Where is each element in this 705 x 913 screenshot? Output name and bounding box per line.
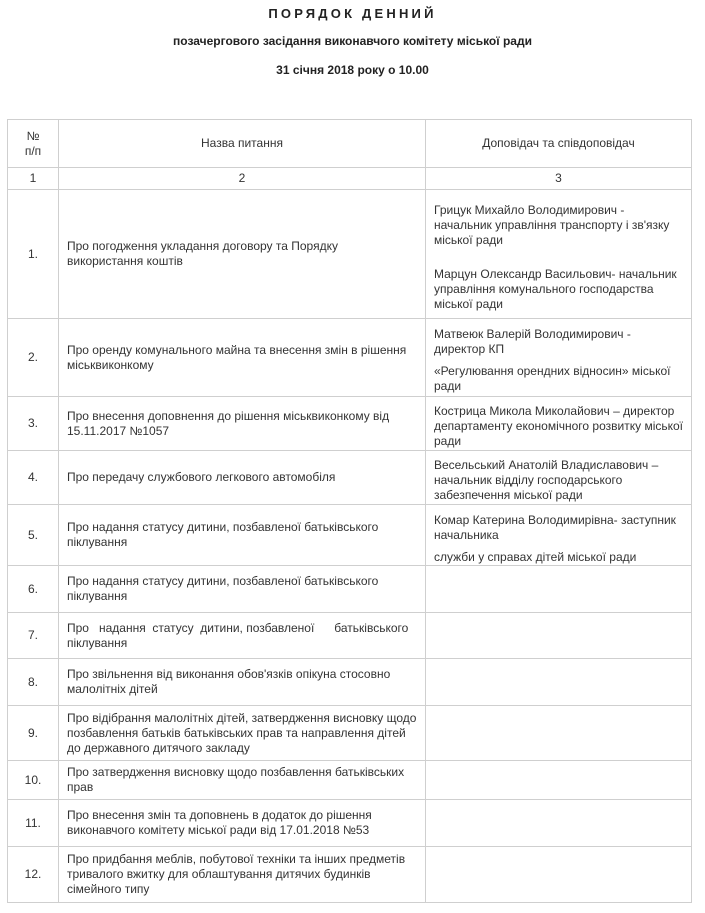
column-number-1: 1 (8, 168, 59, 190)
reporter-text: Грицук Михайло Володимирович - начальник управління транспорту і зв'язку міської ради (434, 202, 670, 247)
row-title: Про оренду комунального майна та внесення змін в рішення міськвиконкому (59, 319, 426, 397)
row-number: 7. (8, 613, 59, 659)
reporter-text: Марцун Олександр Васильович- начальник управління комунального господарства міської ради (434, 266, 677, 311)
table-row (8, 613, 692, 659)
row-number: 8. (8, 659, 59, 706)
column-header-reporter: Доповідач та співдоповідач (426, 120, 692, 168)
table-row (8, 566, 692, 613)
column-number-3: 3 (426, 168, 692, 190)
reporter-text: Матвеюк Валерій Володимирович - директор КП (434, 326, 631, 356)
row-number: 2. (8, 319, 59, 397)
row-number: 4. (8, 451, 59, 505)
table-row (8, 319, 692, 397)
reporter-text: Весельський Анатолій Владиславович – начальник відділу господарського забезпечення міської ради (434, 457, 659, 502)
table-row (8, 505, 692, 566)
meeting-date: 31 січня 2018 року о 10.00 (276, 63, 429, 77)
reporter-text: служби у справах дітей міської ради (434, 549, 637, 564)
row-title: Про затвердження висновку щодо позбавлення батьківських прав (59, 761, 426, 800)
row-reporter (426, 613, 692, 659)
row-title: Про придбання меблів, побутової техніки та інших предметів тривалого вжитку для облаштування дитячих будинків сімейного типу (59, 847, 426, 903)
column-numbers-row (8, 168, 692, 190)
row-title: Про внесення змін та доповнень в додаток до рішення виконавчого комітету міської ради від 17.01.2018 №53 (59, 800, 426, 847)
row-reporter (426, 847, 692, 903)
row-title: Про звільнення від виконання обов'язків опікуна стосовно малолітніх дітей (59, 659, 426, 706)
row-number: 12. (8, 847, 59, 903)
row-reporter (426, 451, 692, 505)
reporter-text: «Регулювання орендних відносин» міської ради (434, 363, 671, 393)
row-title: Про погодження укладання договору та Порядку використання коштів (59, 190, 426, 319)
row-number: 6. (8, 566, 59, 613)
row-number: 9. (8, 706, 59, 761)
reporter-text: Комар Катерина Володимирівна- заступник начальника (434, 512, 676, 542)
table-row (8, 706, 692, 761)
row-title: Про внесення доповнення до рішення міськвиконкому від 15.11.2017 №1057 (59, 397, 426, 451)
row-title: Про передачу службового легкового автомобіля (59, 451, 426, 505)
document-title: ПОРЯДОК ДЕННИЙ (268, 6, 437, 21)
row-reporter (426, 761, 692, 800)
row-number: 10. (8, 761, 59, 800)
row-title: Про надання статусу дитини, позбавленої батьківського піклування (59, 613, 426, 659)
row-reporter (426, 800, 692, 847)
agenda-table (7, 119, 692, 903)
row-title: Про відібрання малолітніх дітей, затвердження висновку щодо позбавлення батьків батьківських прав та направлення дітей до державного дитячого закладу (59, 706, 426, 761)
table-row (8, 761, 692, 800)
row-reporter (426, 190, 692, 319)
column-number-2: 2 (59, 168, 426, 190)
row-reporter (426, 319, 692, 397)
row-number: 5. (8, 505, 59, 566)
row-number: 1. (8, 190, 59, 319)
reporter-text: Кострица Микола Миколайович – директор департаменту економічного розвитку міської ради (434, 403, 683, 448)
row-number: 11. (8, 800, 59, 847)
row-title: Про надання статусу дитини, позбавленої батьківського піклування (59, 566, 426, 613)
table-row (8, 190, 692, 319)
column-header-title: Назва питання (59, 120, 426, 168)
table-row (8, 451, 692, 505)
table-row (8, 659, 692, 706)
document-subtitle: позачергового засідання виконавчого комітету міської ради (173, 34, 532, 48)
table-row (8, 397, 692, 451)
table-header-row (8, 120, 692, 168)
row-reporter (426, 397, 692, 451)
table-row (8, 847, 692, 903)
row-title: Про надання статусу дитини, позбавленої батьківського піклування (59, 505, 426, 566)
table-row (8, 800, 692, 847)
row-reporter (426, 706, 692, 761)
row-reporter (426, 566, 692, 613)
row-reporter (426, 659, 692, 706)
row-number: 3. (8, 397, 59, 451)
column-header-number: № п/п (8, 120, 59, 168)
row-reporter (426, 505, 692, 566)
